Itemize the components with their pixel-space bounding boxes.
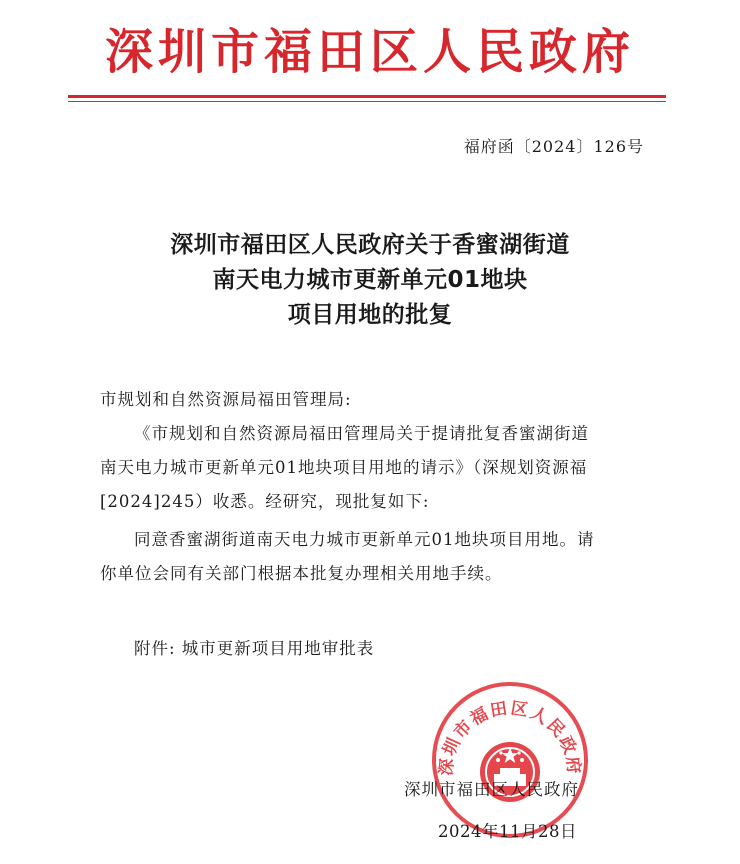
masthead-red-rule bbox=[68, 95, 666, 98]
attachment-note: 附件: 城市更新项目用地审批表 bbox=[134, 639, 375, 658]
title-line-3: 项目用地的批复 bbox=[287, 302, 453, 328]
issuer-signature: 深圳市福田区人民政府 bbox=[404, 780, 579, 799]
addressee: 市规划和自然资源局福田管理局: bbox=[100, 390, 352, 409]
title-line-1: 深圳市福田区人民政府关于香蜜湖街道 bbox=[170, 232, 570, 258]
issue-date: 2024年11月28日 bbox=[438, 822, 577, 841]
paragraph-2-line-1: 同意香蜜湖街道南天电力城市更新单元01地块项目用地。请 bbox=[134, 530, 595, 549]
document-number: 福府函〔2024〕126号 bbox=[463, 137, 644, 156]
body-paragraph-2 bbox=[100, 523, 660, 591]
masthead-title: 深圳市福田区人民政府 bbox=[104, 24, 635, 80]
paragraph-1-line-3: [2024]245）收悉。经研究，现批复如下: bbox=[100, 492, 430, 511]
body-paragraph-1 bbox=[100, 417, 660, 519]
title-line-2: 南天电力城市更新单元01地块 bbox=[212, 267, 528, 293]
masthead-red-rule-thin bbox=[68, 101, 666, 102]
document-title bbox=[0, 228, 740, 333]
paragraph-1-line-2: 南天电力城市更新单元01地块项目用地的请示》（深规划资源福 bbox=[100, 458, 588, 477]
official-seal bbox=[430, 680, 590, 840]
seal-ring-text: 深圳市福田区人民政府 bbox=[436, 698, 584, 777]
paragraph-2-line-2: 你单位会同有关部门根据本批复办理相关用地手续。 bbox=[100, 564, 503, 583]
paragraph-1-line-1: 《市规划和自然资源局福田管理局关于提请批复香蜜湖街道 bbox=[134, 424, 589, 443]
